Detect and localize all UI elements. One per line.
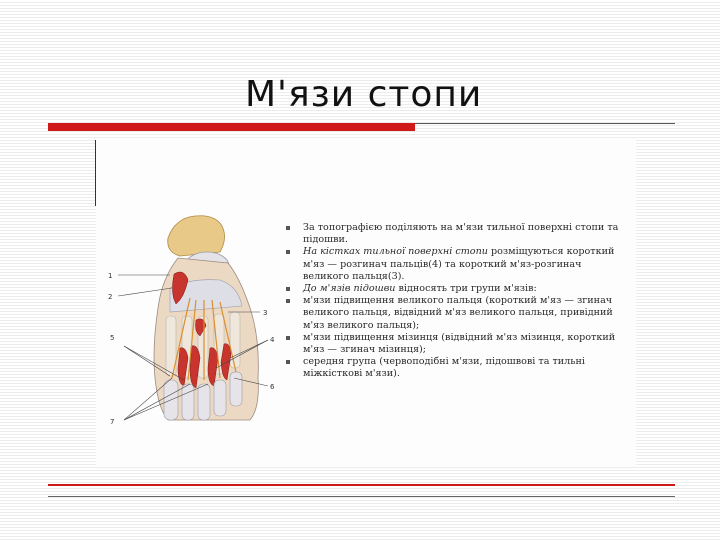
list-item bbox=[284, 295, 629, 332]
callout-label: 4 bbox=[270, 336, 275, 344]
item-text: середня група (червоподібні м'язи, підошвові та тильні міжкісткові м'язи). bbox=[303, 356, 585, 380]
bullet-icon bbox=[286, 336, 290, 340]
item-text: м'язи підвищення великого пальця (короткий м'яз — згинач великого пальця, відвідний м'яз великого пальця, привідний м'яз великого пальця); bbox=[303, 295, 613, 331]
callout-label: 1 bbox=[108, 272, 113, 280]
callout-label: 6 bbox=[270, 383, 275, 391]
ankle-bone bbox=[168, 216, 225, 256]
list-item bbox=[284, 332, 629, 356]
callout-label: 7 bbox=[110, 418, 115, 426]
list-item bbox=[284, 246, 629, 283]
item-text: м'язи підвищення мізинця (відвідний м'яз мізинця, короткий м'яз — згинач мізинця); bbox=[303, 331, 616, 356]
foot-muscle-illustration bbox=[100, 208, 285, 438]
panel-left-line bbox=[95, 140, 96, 206]
list-item bbox=[284, 222, 629, 246]
list-item bbox=[284, 283, 629, 295]
item-text: За топографією поділяють на м'язи тильної поверхні стопи та підошви. bbox=[303, 222, 619, 246]
bullet-icon bbox=[286, 226, 290, 230]
description-list bbox=[284, 222, 629, 381]
bullet-icon bbox=[286, 299, 290, 303]
bottom-divider-line bbox=[48, 496, 675, 497]
bottom-accent-line bbox=[48, 484, 675, 486]
item-text: відносять три групи м'язів: bbox=[395, 283, 537, 295]
item-italic: На кістках тильної поверхні стопи bbox=[303, 246, 488, 258]
title-accent-bar bbox=[48, 123, 415, 131]
item-text: розміщуються короткий м'яз — розгинач пальців(4) та короткий м'яз-розгинач великого пальця(3). bbox=[303, 246, 615, 282]
callout-label: 5 bbox=[110, 334, 115, 342]
bullet-icon bbox=[286, 360, 290, 364]
description-text bbox=[284, 222, 629, 381]
callout-label: 2 bbox=[108, 293, 113, 301]
item-italic: До м'язів підошви bbox=[303, 283, 396, 295]
bullet-icon bbox=[286, 287, 290, 291]
slide-title: М'язи стопи bbox=[245, 74, 483, 115]
bullet-icon bbox=[286, 250, 290, 254]
list-item bbox=[284, 356, 629, 380]
callout-label: 3 bbox=[263, 309, 268, 317]
